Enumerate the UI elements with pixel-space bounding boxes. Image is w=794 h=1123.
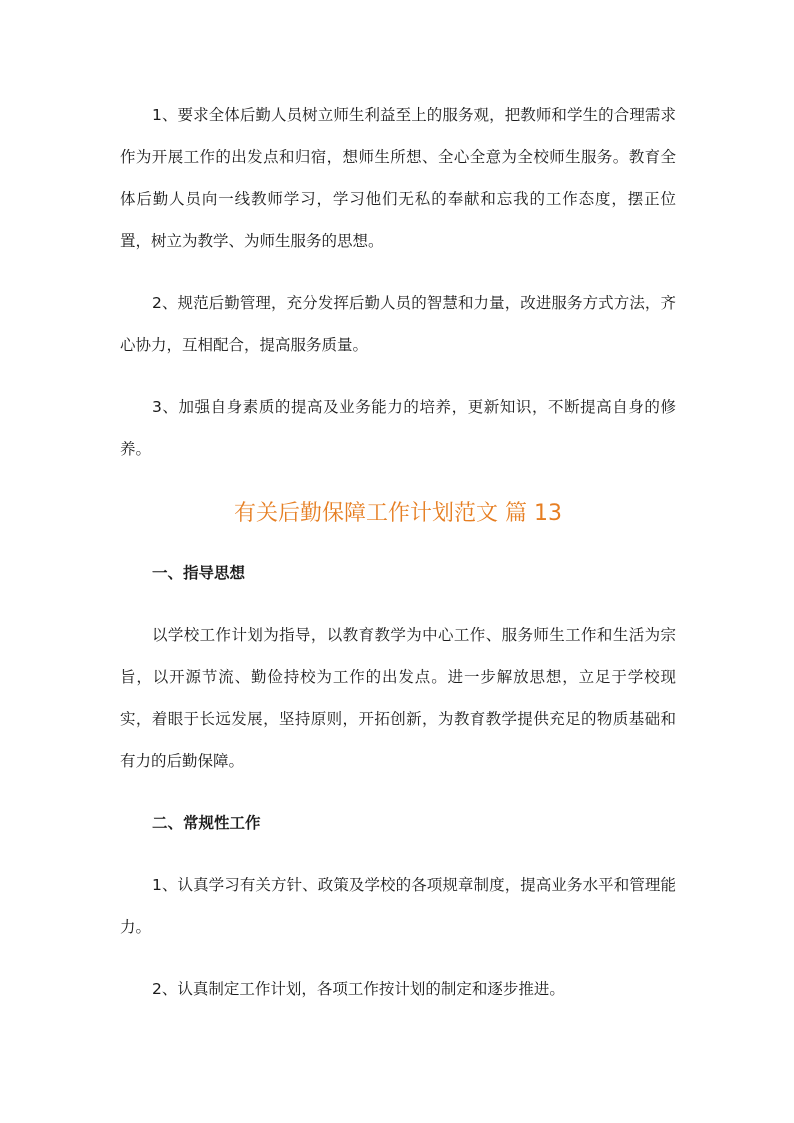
spacer [120,530,676,552]
paragraph-guiding-ideology: 以学校工作计划为指导，以教育教学为中心工作、服务师生工作和生活为宗旨，以开源节流、勤俭持校为工作的出发点。进一步解放思想，立足于学校现实，着眼于长远发展，坚持原则，开拓创新，为教育教学提供充足的物质基础和有力的后勤保障。 [120,626,676,770]
spacer [120,844,676,864]
paragraph-service-view: 1、要求全体后勤人员树立师生利益至上的服务观，把教师和学生的合理需求作为开展工作的出发点和归宿，想师生所想、全心全意为全校师生服务。教育全体后勤人员向一线教师学习，学习他们无私的奉献和忘我的工作态度，摆正位置，树立为教学、为师生服务的思想。 [120,106,676,250]
spacer [120,594,676,614]
paragraph-work-plan: 2、认真制定工作计划，各项工作按计划的制定和逐步推进。 [152,980,565,998]
spacer [120,782,676,802]
section-heading-guiding-ideology: 一、指导思想 [152,564,246,582]
paragraph-self-improvement: 3、加强自身素质的提高及业务能力的培养，更新知识，不断提高自身的修养。 [120,398,676,458]
spacer [120,470,676,498]
article-title: 有关后勤保障工作计划范文 篇 13 [234,501,562,526]
paragraph-management: 2、规范后勤管理，充分发挥后勤人员的智慧和力量，改进服务方式方法，齐心协力，互相配合，提高服务质量。 [120,294,676,354]
section-heading-routine-work: 二、常规性工作 [152,814,261,832]
spacer [120,262,676,282]
spacer [120,948,676,968]
spacer [120,366,676,386]
document-page [120,94,676,1010]
paragraph-study-policies: 1、认真学习有关方针、政策及学校的各项规章制度，提高业务水平和管理能力。 [120,876,676,936]
